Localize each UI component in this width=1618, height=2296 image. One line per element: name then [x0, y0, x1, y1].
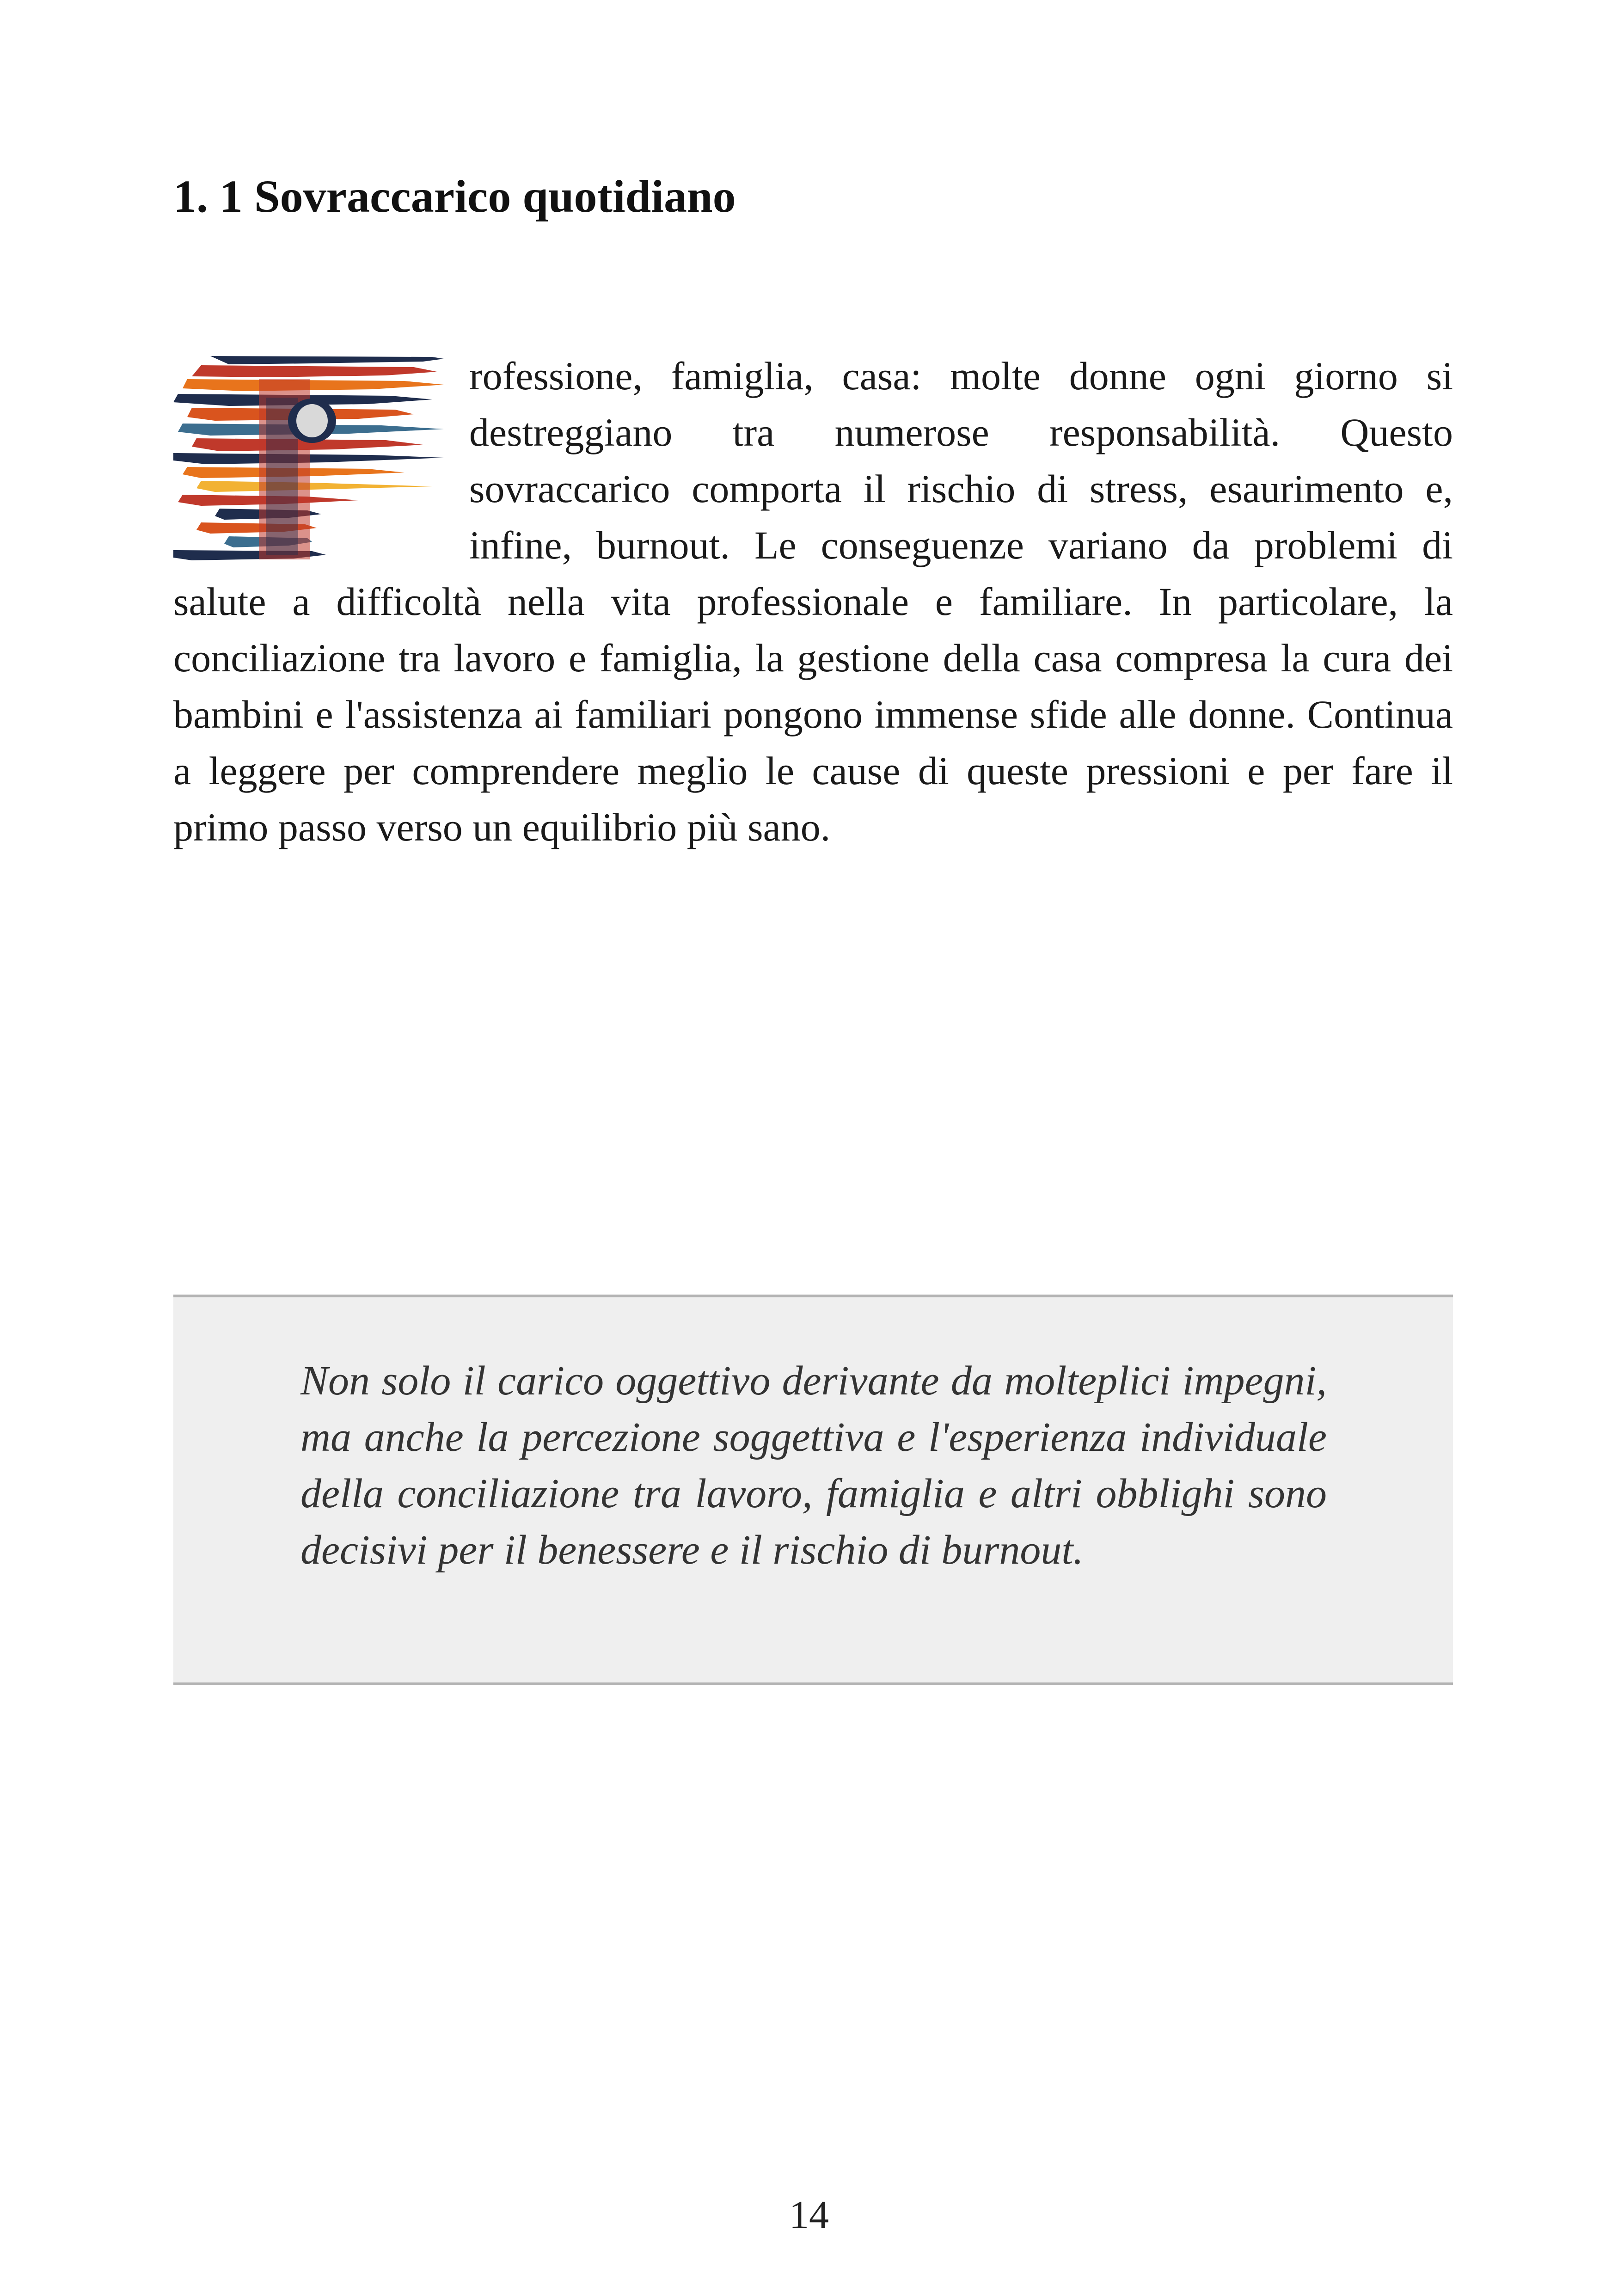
page-number: 14: [789, 2192, 829, 2237]
callout-text: Non solo il carico oggettivo derivante da molteplici impegni, ma anche la percezione soggettiva e l'esperienza individuale della conciliazione tra lavoro, famiglia e altri obblighi sono decisivi per il benessere e il rischio di burnout.: [300, 1358, 1327, 1573]
section-title: 1. 1 Sovraccarico quotidiano: [173, 171, 736, 222]
callout-box: [173, 1295, 1453, 1685]
paragraph-text: rofessione, famiglia, casa: molte donne ogni giorno si destreggiano tra numerose responsabilità. Questo sovraccarico comporta il rischio di stress, esaurimento e, infine, burnout. Le conseguenze variano da problemi di salute a difficoltà nella vita professionale e familiare. In particolare, la conciliazione tra lavoro e famiglia, la gestione della casa compresa la cura dei bambini e l'assistenza ai familiari pongono immense sfide alle donne. Continua a leggere per comprendere meglio le cause di queste pressioni e per fare il primo passo verso un equilibrio più sano.: [173, 354, 1453, 849]
body-paragraph: [173, 348, 1453, 855]
drop-cap-spacer: [173, 348, 469, 573]
